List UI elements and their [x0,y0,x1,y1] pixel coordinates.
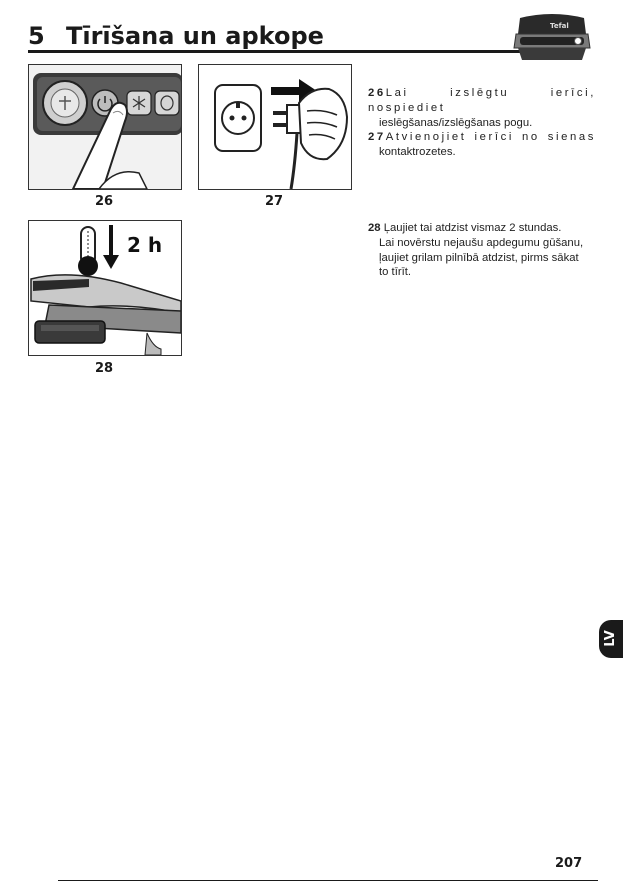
step-27-line-2: kontaktrozetes. [379,146,456,159]
step-28-line-3: ļaujiet grilam pilnībā atdzist, pirms sākat [379,251,579,264]
figure-26-caption: 26 [94,194,114,209]
figure-28-cooling [28,220,182,356]
figure-27-caption: 27 [264,194,284,209]
step-27-line-1: 27Atvienojiet ierīci no sienas [368,131,596,144]
section-number: 5 [28,22,45,50]
step-26-line-2: ieslēgšanas/izslēgšanas pogu. [379,116,533,129]
step-27-number: 27 [368,131,386,144]
figure-26-power-button [28,64,182,190]
grill-brand-text: Tefal [550,22,569,30]
grill-thumbnail-image [506,8,598,68]
footer-rule [58,880,598,881]
step-28-line-2: Lai novērstu nejaušu apdegumu gūšanu, [379,236,584,249]
cooling-time-label: 2 h [127,233,163,257]
figure-28-caption: 28 [94,361,114,376]
step-26-number: 26 [368,87,386,99]
step-28-line-1: 28 Ļaujiet tai atdzist vismaz 2 stundas. [368,222,562,234]
step-28-line-4: to tīrīt. [379,266,412,279]
language-tab [599,620,623,658]
language-tab-label: LV [602,630,618,647]
header-rule [28,50,530,53]
step-28-number: 28 [368,222,381,234]
page-number: 207 [555,856,583,871]
instruction-block-28 [368,221,596,280]
instruction-block-26-27 [368,86,596,160]
figure-27-unplug [198,64,352,190]
section-title: Tīrīšana un apkope [66,22,324,50]
step-26-line-1: 26Lai izslēgtu ierīci, nospiediet [368,87,596,114]
